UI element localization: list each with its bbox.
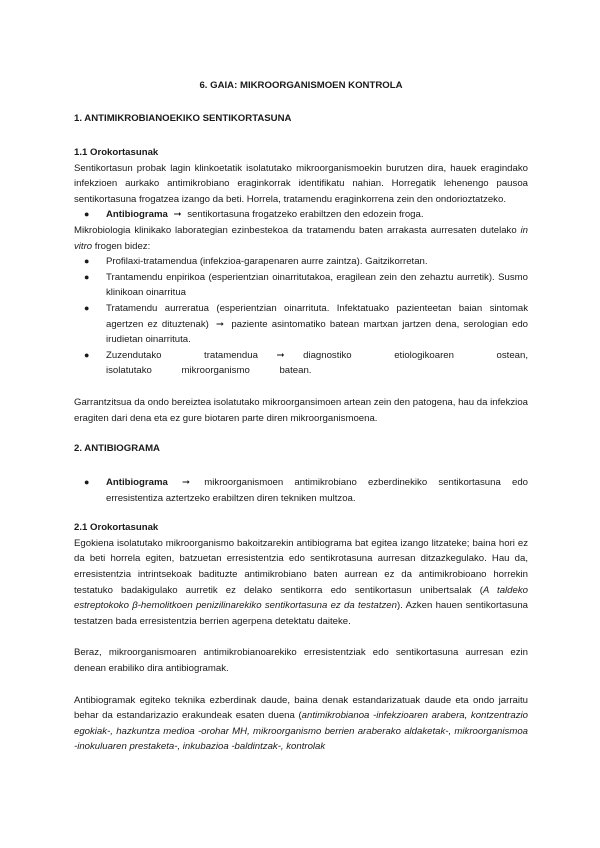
bullet-icon: ● [84,302,90,313]
definition: mikroorganismoen antimikrobiano ezberdinekiko sentikortasuna edo erresistentiza aztertzeko erabiltzen diren tekniken multzoa. [106,477,528,504]
arrow-icon: ➞ [276,349,285,361]
section-2-1-paragraph-1 [74,536,528,630]
item-text: Trantamendu enpirikoa (esperientzian oinarritutakoa, eragilean zein den zehaztu aurretik). Susmo klinikoan oinarritua [106,271,528,299]
bullet-icon: ● [84,349,90,360]
term: Antibiograma [106,209,168,221]
text-run: Egokiena isolatutako mikroorganismo bakoitzarekin antibiograma bat egitea izango litzateke; baina hori ez da beti horrela egiten, batzuetan erresistentzia edo sentikrotasuna aurresan ditzazkegulako. Hau da, erresistentzia intrintsekoak badituzte antimikrobiano baten aurrean ez da antimikrobioano horrekin testatuko badakigulako aurretik ez delako sentikorra edo sentikortasun unibertsalak ( [74,537,528,596]
italic-run: in vitro [74,224,528,252]
text-run: Mikrobiologia klinikako laborategian ezinbestekoa da tratamendu baten arrakasta aurresaten dutelako [74,224,521,236]
treatment-list [74,254,528,379]
italic-run: A taldeko estreptokoko β-hemolitkoen penizilinarekiko sentikortasuna ez da testatzen [74,584,528,612]
list-item [84,475,528,506]
item-text: diagnostiko etiologikoaren ostean, isolatutako mikroorganismo batean. [106,349,528,377]
arrow-icon: ➞ [216,318,225,330]
section-2-1-heading: 2.1 Orokortasunak [74,522,159,534]
bullet-icon: ● [84,271,90,282]
antibiograma-definition-list [74,207,528,223]
section-2-1-paragraph-2: Beraz, mikroorganismoaren antimikrobianoarekiko erresistentziak edo sentikortasuna aurresan ezin denean erabiliko dira antibiogramak. [74,647,528,675]
text-run: Antibiogramak egiteko teknika ezberdinak daude, baina denak estandarizatuak daude eta ondo jarraitu behar da estandarizazio erakundeak esaten duena ( [74,694,528,722]
text-run: ). Azken hauen sentikortasuna testatzen bada erresistentzia berrien agerpena detektatu daiteke. [74,600,528,627]
item-text: Profilaxi-tratamendua (infekzioa-garapenaren aurre zaintza). Gaitzikorretan. [106,256,428,268]
section-1-1-paragraph-3: Garrantzitsua da ondo bereiztea isolatutako mikroorgansimoen artean zein den patogena, hau da infekzioa eragiten dari dena eta ez gure biotaren parte diren mikroorganismoena. [74,396,528,424]
item-text: Zuzendutako tratamendua [106,349,258,361]
list-item [84,348,528,379]
section-1-1-heading: 1.1 Orokortasunak [74,147,159,158]
bullet-icon: ● [84,477,90,488]
definition: sentikortasuna frogatzeko erabiltzen den edozein froga. [187,209,424,221]
arrow-icon: ➞ [182,477,191,489]
list-item [84,270,528,301]
italic-run: antimikrobianoa -infekzioaren arabera, kontzentrazio egokiak-, hazkuntza medioa -orohar MH, mikroorganismo berrien araberako aldaketak-, mikroorganismoa -inokuluaren prestaketa-, inkubazioa -baldintzak-, kontrolak [74,710,528,753]
text-run: frogen bidez: [92,240,151,252]
antibiograma-definition-list-2 [74,475,528,506]
list-item [84,254,528,270]
bullet-icon: ● [84,209,90,220]
list-item [84,207,528,223]
item-text: paziente asintomatiko batean martxan jartzen dena, serologian edo irudietan oinarrituta. [106,318,528,346]
section-1-1-paragraph-1: Sentikortasun probak lagin klinkoetatik isolatutako mikroorganismoekin burutzen dira, hauek eragindako infekzioen aurkako antimikrobiano eraginkorrak identifikatu nahian. Horregatik lehenengo pausoa sentikortasuna frogatzea izango da beti. Horrela, tratamendu eraginkorrena zein den ondorioztatzeko. [74,162,528,205]
section-1-heading: 1. ANTIMIKROBIANOEKIKO SENTIKORTASUNA [74,113,292,124]
section-1-1-paragraph-2 [74,223,528,254]
document-body [74,79,528,755]
term: Antibiograma [106,477,168,489]
arrow-icon: ➞ [173,209,182,221]
section-2-heading: 2. ANTIBIOGRAMA [74,443,160,455]
section-2-1-paragraph-3 [74,693,528,755]
bullet-icon: ● [84,256,90,267]
list-item [84,301,528,348]
document-title: 6. GAIA: MIKROORGANISMOEN KONTROLA [199,80,403,91]
item-text: Tratamendu aurreratua (esperientzian oinarrituta. Infektatuako pazienteetan baian sintomak agertzen ez dituztenak) [106,302,528,330]
